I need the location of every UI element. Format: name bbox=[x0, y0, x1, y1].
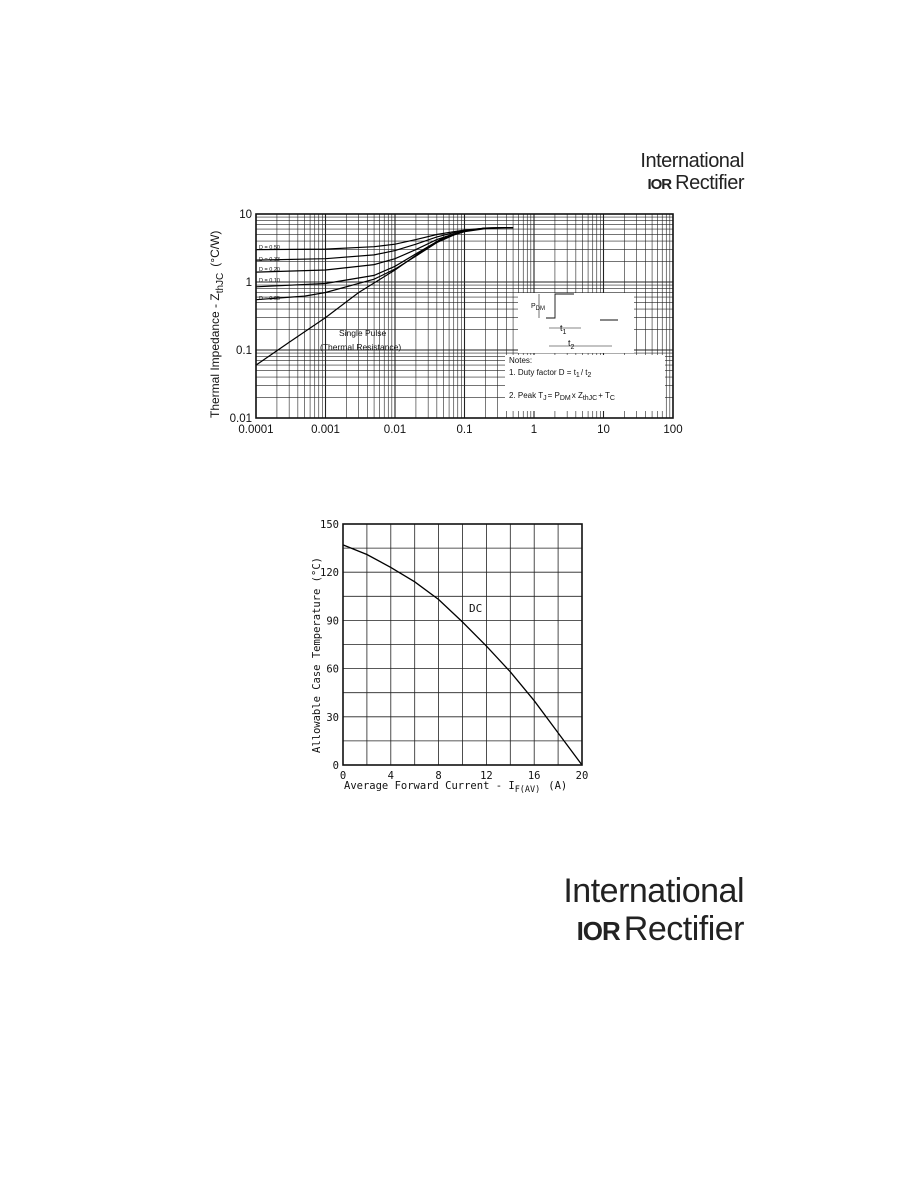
note-duty-factor: 1. Duty factor D = t1/ t2 bbox=[509, 368, 592, 379]
chart2-x-tick-label: 20 bbox=[575, 770, 589, 782]
chart2-xlabel-main: Average Forward Current - I bbox=[344, 780, 515, 792]
chart1-x-tick-label: 1 bbox=[530, 424, 538, 436]
chart1-y-tick-label: 10 bbox=[239, 209, 252, 221]
chart1-ylabel-sub: thJC bbox=[215, 272, 226, 294]
chart1-x-tick-label: 0.0001 bbox=[238, 424, 274, 436]
chart1-x-tick-label: 0.1 bbox=[456, 424, 473, 436]
label-d020: D = 0.20 bbox=[259, 267, 280, 273]
chart1-x-tick-label: 0.01 bbox=[383, 424, 407, 436]
label-d033: D = 0.33 bbox=[259, 257, 280, 263]
label-d005: D = 0.05 bbox=[259, 296, 280, 302]
chart1-notes bbox=[505, 355, 665, 411]
inset-pdm-label: PDM bbox=[531, 303, 546, 312]
label-d010: D = 0.10 bbox=[259, 278, 280, 284]
chart1-x-tick-label: 0.001 bbox=[311, 424, 340, 436]
chart1-ylabel bbox=[208, 231, 226, 418]
inset-t2-label: $t_2$ bbox=[568, 338, 575, 351]
chart1-y-tick-label: 1 bbox=[245, 277, 252, 289]
logo-word-rectifier: Rectifier bbox=[675, 172, 744, 194]
label-d050: D = 0.50 bbox=[259, 245, 280, 251]
chart2-tick-labels bbox=[320, 519, 588, 782]
label-thermal-resistance: (Thermal Resistance) bbox=[320, 342, 402, 352]
logo-line-international: International bbox=[640, 150, 744, 172]
chart2-x-tick-label: 12 bbox=[480, 770, 493, 782]
chart2-y-tick-label: 120 bbox=[320, 567, 339, 580]
logo-word-rectifier: Rectifier bbox=[623, 910, 744, 948]
chart1-x-tick-label: 100 bbox=[663, 424, 683, 436]
logo-line-international: International bbox=[563, 872, 744, 910]
chart2-xlabel-unit: (A) bbox=[548, 780, 568, 792]
note-peak-tj: 2. Peak TJ= PDMx ZthJC+ TC bbox=[509, 391, 615, 402]
logo-line-rectifier bbox=[563, 910, 744, 950]
chart1-y-tick-label: 0.01 bbox=[229, 413, 252, 425]
chart2-xlabel-sub: F(AV) bbox=[514, 785, 541, 795]
chart2-x-tick-label: 4 bbox=[387, 770, 394, 782]
chart2-y-tick-label: 90 bbox=[326, 615, 339, 628]
ior-logo-mark: IOR bbox=[576, 916, 620, 946]
logo-international-rectifier-bottom bbox=[563, 872, 744, 950]
chart1-ylabel-main: Thermal Impedance - Z bbox=[208, 293, 222, 418]
chart2-y-tick-label: 0 bbox=[332, 760, 339, 772]
case-temperature-chart bbox=[0, 500, 918, 800]
chart1-series-3 bbox=[256, 228, 513, 287]
chart1-y-tick-label: 0.1 bbox=[236, 345, 252, 357]
chart2-xlabel bbox=[344, 780, 567, 795]
chart2-x-tick-label: 16 bbox=[527, 770, 541, 782]
chart1-series-0 bbox=[256, 228, 513, 250]
chart1-series-1 bbox=[256, 228, 513, 261]
chart2-y-tick-label: 150 bbox=[320, 519, 339, 531]
chart2-x-tick-label: 8 bbox=[435, 770, 442, 782]
chart2-ylabel: Allowable Case Temperature (°C) bbox=[311, 557, 323, 753]
dc-curve-label: DC bbox=[469, 602, 483, 615]
notes-title: Notes: bbox=[509, 356, 533, 365]
pdm-waveform-inset bbox=[518, 293, 634, 353]
inset-t1-label: $t_1$ bbox=[560, 323, 567, 336]
chart2-x-tick-label: 0 bbox=[339, 770, 347, 782]
chart2-y-tick-label: 30 bbox=[326, 711, 339, 724]
inset-background bbox=[518, 293, 634, 353]
chart2-gridlines bbox=[343, 524, 582, 765]
chart1-ylabel-unit: (°C/W) bbox=[208, 230, 222, 267]
chart1-x-tick-label: 10 bbox=[597, 424, 610, 436]
thermal-impedance-chart bbox=[0, 0, 918, 460]
label-single-pulse: Single Pulse bbox=[339, 328, 387, 338]
chart2-y-tick-label: 60 bbox=[326, 663, 339, 676]
ior-logo-mark: IOR bbox=[647, 176, 672, 193]
